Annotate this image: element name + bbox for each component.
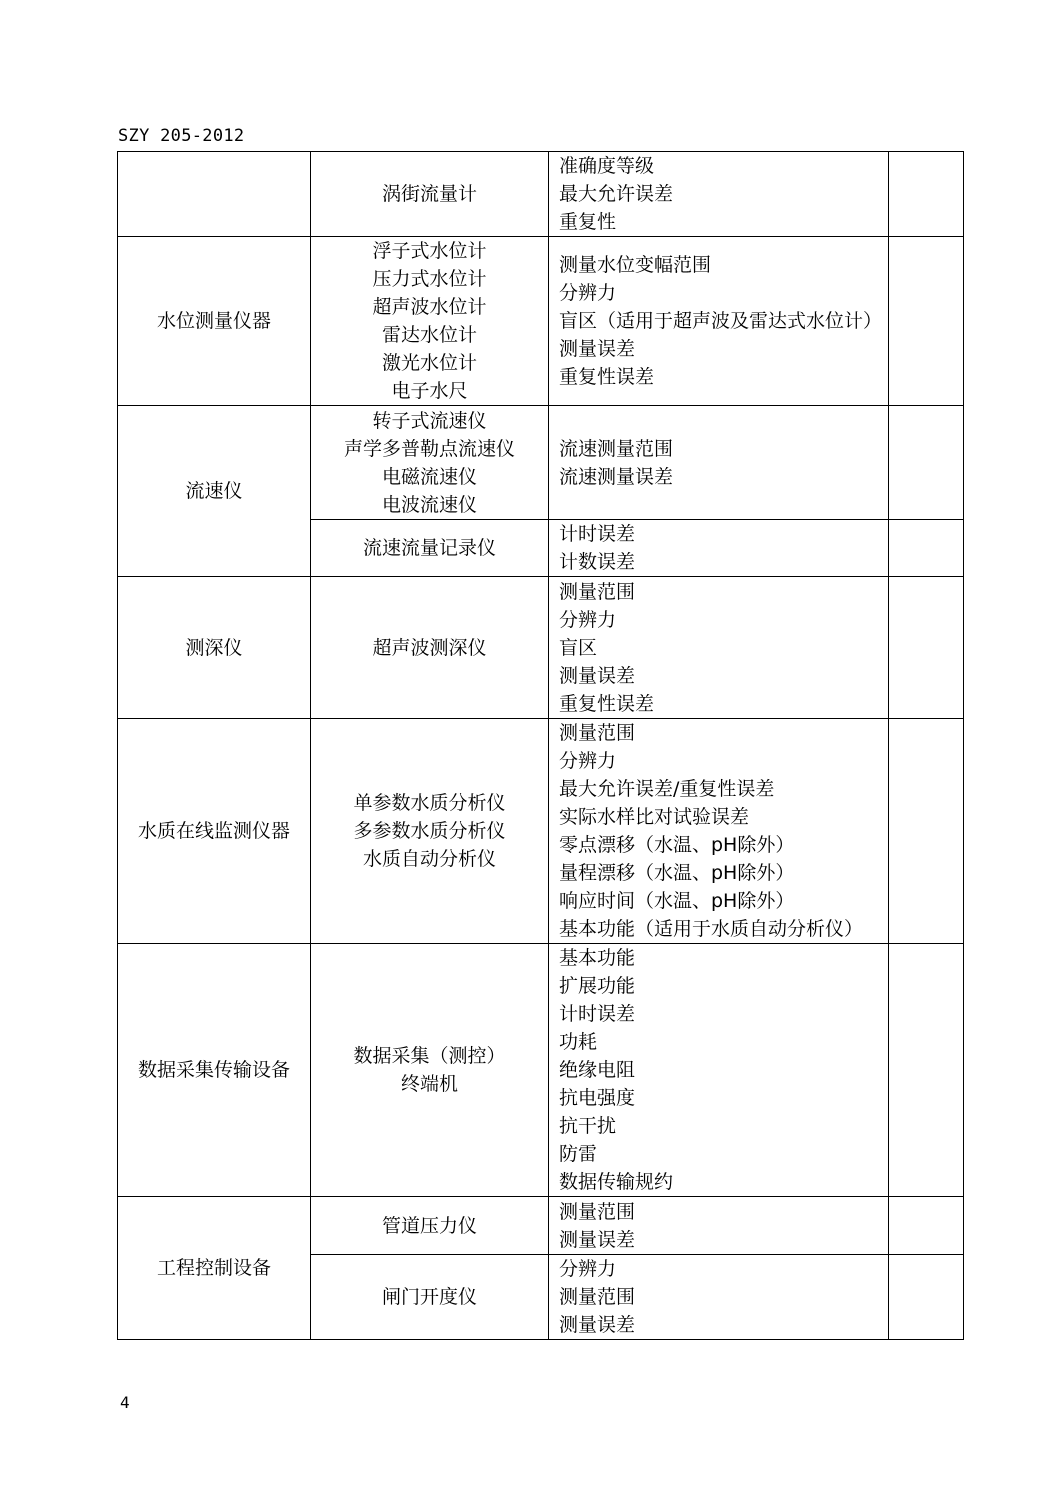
test-item: 抗干扰 <box>559 1115 617 1137</box>
test-item: 计时误差 <box>559 523 636 545</box>
test-item: 计时误差 <box>559 1003 636 1025</box>
instrument-name: 电子水尺 <box>391 380 468 402</box>
test-item: 分辨力 <box>559 282 617 304</box>
instrument-name: 声学多普勒点流速仪 <box>343 437 515 460</box>
test-item: 抗电强度 <box>559 1087 636 1109</box>
document-code: SZY 205-2012 <box>118 126 245 146</box>
test-item: 功耗 <box>559 1031 598 1053</box>
test-item: 重复性误差 <box>559 692 655 715</box>
test-item: 测量误差 <box>559 1228 636 1251</box>
table-row <box>118 719 964 944</box>
remark-cell <box>889 1197 964 1255</box>
test-item: 最大允许误差 <box>559 183 674 205</box>
test-item: 分辨力 <box>559 608 617 631</box>
items-cell <box>549 719 889 944</box>
items-cell <box>549 237 889 406</box>
instrument-name: 终端机 <box>400 1073 458 1095</box>
test-item: 实际水样比对试验误差 <box>559 806 750 828</box>
instrument-name: 电波流速仪 <box>381 493 477 516</box>
items-cell <box>549 152 889 237</box>
remark-cell <box>889 406 964 520</box>
remark-cell <box>889 577 964 719</box>
test-item: 测量范围 <box>559 1286 636 1308</box>
test-item: 最大允许误差/重复性误差 <box>559 778 775 800</box>
items-cell <box>549 944 889 1197</box>
table-row <box>118 406 964 520</box>
table-row <box>118 152 964 237</box>
items-cell <box>549 1255 889 1340</box>
instrument-name: 水质自动分析仪 <box>362 848 496 870</box>
test-item: 流速测量误差 <box>559 465 674 488</box>
category-cell <box>118 152 311 237</box>
test-item: 重复性误差 <box>559 366 655 388</box>
test-item: 盲区 <box>559 636 598 659</box>
items-cell <box>549 577 889 719</box>
instrument-name: 流速流量记录仪 <box>362 537 496 559</box>
category-cell: 数据采集传输设备 <box>118 944 311 1197</box>
category-cell: 工程控制设备 <box>118 1197 311 1340</box>
instrument-cell <box>311 152 549 237</box>
table-row <box>118 237 964 406</box>
table-row <box>118 944 964 1197</box>
test-item: 准确度等级 <box>559 155 655 177</box>
test-item: 分辨力 <box>559 750 617 772</box>
instrument-name: 涡街流量计 <box>381 183 477 205</box>
table-row <box>118 1197 964 1255</box>
test-item: 量程漂移（水温、pH除外） <box>559 862 795 884</box>
items-cell <box>549 520 889 577</box>
instrument-name: 单参数水质分析仪 <box>353 792 506 814</box>
instrument-name: 数据采集（测控） <box>353 1045 506 1067</box>
instrument-name: 压力式水位计 <box>372 268 487 290</box>
page-number: 4 <box>120 1393 130 1412</box>
remark-cell <box>889 237 964 406</box>
test-item: 重复性 <box>559 211 617 233</box>
test-item: 计数误差 <box>559 551 636 573</box>
test-item: 测量误差 <box>559 1314 636 1336</box>
instrument-cell <box>311 406 549 520</box>
instrument-name: 浮子式水位计 <box>372 240 487 262</box>
instrument-cell <box>311 577 549 719</box>
remark-cell <box>889 520 964 577</box>
test-item: 防雷 <box>559 1143 598 1165</box>
test-item: 分辨力 <box>559 1258 617 1280</box>
category-cell: 测深仪 <box>118 577 311 719</box>
category-cell: 流速仪 <box>118 406 311 577</box>
instrument-name: 雷达水位计 <box>381 324 477 346</box>
remark-cell <box>889 719 964 944</box>
instrument-cell <box>311 237 549 406</box>
test-item: 测量误差 <box>559 664 636 687</box>
instrument-name: 激光水位计 <box>381 352 477 374</box>
instrument-cell <box>311 1197 549 1255</box>
instrument-spec-table <box>117 151 964 1340</box>
instrument-cell <box>311 520 549 577</box>
remark-cell <box>889 944 964 1197</box>
remark-cell <box>889 152 964 237</box>
test-item: 流速测量范围 <box>559 437 674 460</box>
remark-cell <box>889 1255 964 1340</box>
instrument-name: 闸门开度仪 <box>381 1286 477 1308</box>
instrument-name: 电磁流速仪 <box>381 465 477 488</box>
instrument-cell <box>311 719 549 944</box>
instrument-name: 转子式流速仪 <box>372 409 487 432</box>
instrument-name: 多参数水质分析仪 <box>353 820 506 842</box>
test-item: 绝缘电阻 <box>559 1059 636 1081</box>
items-cell <box>549 406 889 520</box>
test-item: 零点漂移（水温、pH除外） <box>559 834 795 856</box>
instrument-name: 超声波测深仪 <box>372 636 487 659</box>
category-cell: 水位测量仪器 <box>118 237 311 406</box>
instrument-name: 管道压力仪 <box>381 1214 477 1237</box>
test-item: 扩展功能 <box>559 975 636 997</box>
test-item: 基本功能（适用于水质自动分析仪） <box>559 918 864 940</box>
category-cell: 水质在线监测仪器 <box>118 719 311 944</box>
test-item: 基本功能 <box>559 947 636 969</box>
table-row <box>118 577 964 719</box>
test-item: 测量误差 <box>559 338 636 360</box>
instrument-cell <box>311 1255 549 1340</box>
test-item: 测量范围 <box>559 1200 636 1223</box>
instrument-name: 超声波水位计 <box>372 296 487 318</box>
test-item: 测量范围 <box>559 580 636 603</box>
items-cell <box>549 1197 889 1255</box>
test-item: 盲区（适用于超声波及雷达式水位计） <box>559 310 883 332</box>
test-item: 数据传输规约 <box>559 1171 674 1193</box>
test-item: 测量水位变幅范围 <box>559 254 712 276</box>
instrument-cell <box>311 944 549 1197</box>
test-item: 测量范围 <box>559 722 636 744</box>
test-item: 响应时间（水温、pH除外） <box>559 890 795 912</box>
